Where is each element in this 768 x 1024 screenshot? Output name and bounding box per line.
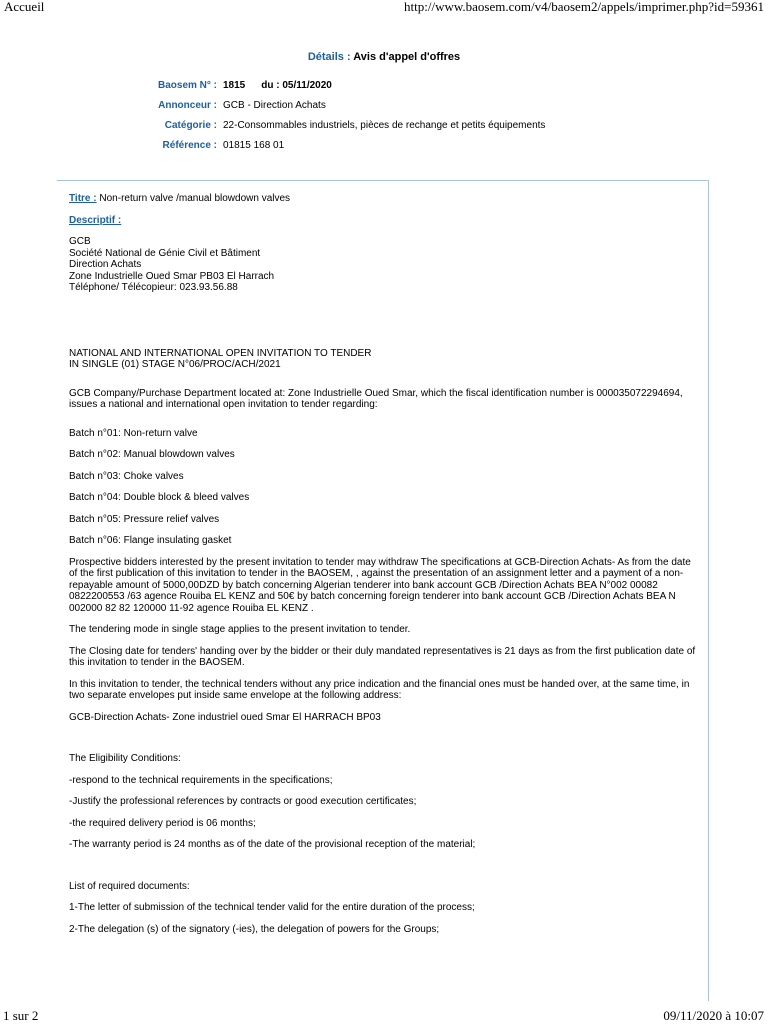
org-line: Téléphone/ Télécopieur: 023.93.56.88 [69,282,238,293]
batch-item: Batch n°02: Manual blowdown valves [69,449,235,460]
batch-item: Batch n°01: Non-return valve [69,427,198,439]
org-line: GCB [69,236,91,247]
notice-content [69,193,701,935]
envelopes-paragraph: In this invitation to tender, the technical tenders without any price indication and the financial ones must be handed over, at the same time, in two separate envelopes put inside same envelope at the following address: [69,678,690,701]
document-item: 2-The delegation (s) of the signatory (-ies), the delegation of powers for the Groups; [69,923,440,935]
eligibility-item: -respond to the technical requirements in the specifications; [69,774,333,786]
details-title: Avis d'appel d'offres [353,51,461,63]
heading-line: NATIONAL AND INTERNATIONAL OPEN INVITATION TO TENDER [69,347,372,359]
details-label: Détails : [307,51,351,63]
reference-value: 01815 168 01 [223,140,285,151]
withdraw-paragraph: Prospective bidders interested by the present invitation to tender may withdraw The specifications at GCB-Direction Achats- As from the date of the first publication of this invitation to tender in the BAOSEM, , against the presentation of an assignment letter and a payment of a non-repayable amount of 5000,00DZD by batch concerning Algerian tenderer into bank account GCB /Direction Achats BEA N°002 00082 0822200553 /63 agence Rouiba EL KENZ and 50€ by batch concerning foreign tenderer into bank account GCB /Direction Achats BEA N 002000 82 82 120000 11-92 agence Rouiba EL KENZ . [69,556,691,614]
page-title [0,51,768,63]
document-item: 1-The letter of submission of the technical tender valid for the entire duration of the process; [69,902,475,913]
print-header-url: http://www.baosem.com/v4/baosem2/appels/imprimer.php?id=59361 [404,0,764,14]
descriptif-label: Descriptif : [69,214,122,226]
meta-annonceur-row [140,100,326,114]
documents-title: List of required documents: [69,880,190,892]
page-counter: 1 sur 2 [3,1008,39,1023]
baosem-label: Baosem N° : [157,80,217,91]
closing-date-paragraph: The Closing date for tenders' handing over by the bidder or their duly mandated representatives is 21 days as from the first publication date of this invitation to tender in the BAOSEM. [69,645,696,668]
org-line: Zone Industrielle Oued Smar PB03 El Harrach [69,270,275,282]
meta-baosem-row [140,80,332,94]
print-datetime: 09/11/2020 à 10:07 [663,1008,764,1023]
org-line: Société National de Génie Civil et Bâtiment [69,247,261,259]
baosem-date: du : 05/11/2020 [261,80,332,91]
org-block [69,236,701,294]
address-paragraph: GCB-Direction Achats- Zone industriel oued Smar El HARRACH BP03 [69,711,381,723]
annonceur-value: GCB - Direction Achats [223,100,326,111]
batch-item: Batch n°03: Choke valves [69,470,184,482]
eligibility-item: -Justify the professional references by contracts or good execution certificates; [69,796,417,807]
tender-heading [69,348,701,371]
annonceur-label: Annonceur : [158,100,217,111]
categorie-value: 22-Consommables industriels, pièces de rechange et petits équipements [223,120,546,131]
intro-paragraph: GCB Company/Purchase Department located at: Zone Industrielle Oued Smar, which the fiscal identification number is 000035072294694, issues a national and international open invitation to tender regarding: [69,387,683,410]
batch-item: Batch n°04: Double block & bleed valves [69,492,250,503]
tender-mode-paragraph: The tendering mode in single stage applies to the present invitation to tender. [69,624,411,635]
eligibility-item: -the required delivery period is 06 months; [69,817,256,829]
print-header-title: Accueil [4,0,45,14]
meta-categorie-row [140,120,545,134]
titre-value: Non-return valve /manual blowdown valves [99,193,291,204]
heading-line: IN SINGLE (01) STAGE N°06/PROC/ACH/2021 [69,359,281,370]
titre-label: Titre : [69,193,97,204]
eligibility-title: The Eligibility Conditions: [69,753,181,764]
batch-item: Batch n°06: Flange insulating gasket [69,535,232,546]
meta-reference-row [140,140,284,154]
categorie-label: Catégorie : [164,120,217,131]
eligibility-item: -The warranty period is 24 months as of the date of the provisional reception of the material; [69,839,476,850]
org-line: Direction Achats [69,259,142,270]
reference-label: Référence : [162,140,217,151]
batch-item: Batch n°05: Pressure relief valves [69,513,220,525]
baosem-number: 1815 [223,80,246,91]
